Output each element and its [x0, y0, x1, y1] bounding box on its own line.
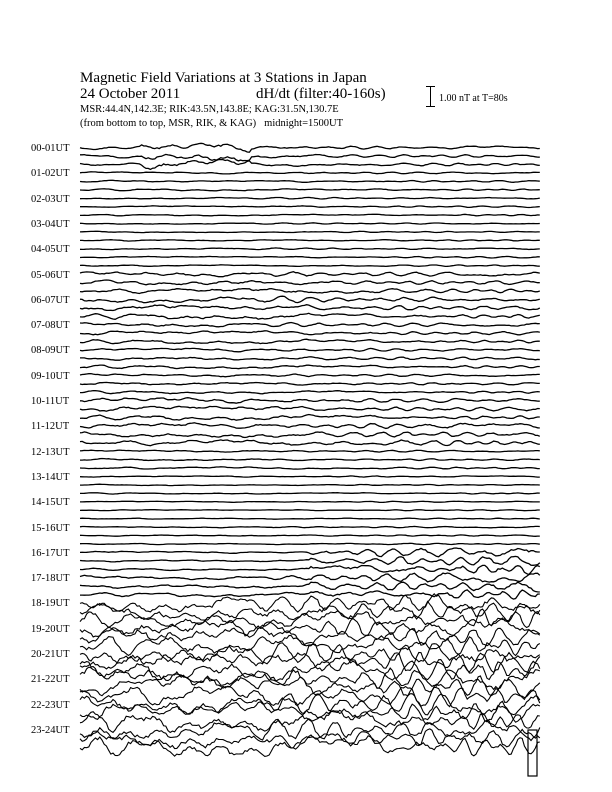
scale-label: 1.00 nT at T=80s	[439, 93, 508, 104]
hour-label: 21-22UT	[31, 674, 70, 686]
order-note: (from bottom to top, MSR, RIK, & KAG)	[80, 118, 257, 129]
trace-msr	[80, 565, 540, 574]
trace-msr	[80, 214, 540, 216]
trace-rik	[80, 382, 540, 385]
trace-msr	[80, 518, 540, 519]
trace-msr	[80, 415, 540, 421]
trace-kag	[80, 594, 540, 612]
midnight-note: midnight=1500UT	[264, 118, 344, 129]
trace-kag	[80, 526, 540, 527]
hour-label: 02-03UT	[31, 193, 70, 205]
trace-msr	[80, 289, 540, 294]
trace-msr	[80, 736, 540, 757]
hour-label: 04-05UT	[31, 244, 70, 256]
trace-kag	[80, 374, 540, 377]
trace-kag	[80, 143, 540, 152]
trace-msr	[80, 160, 540, 170]
hour-label: 01-02UT	[31, 168, 70, 180]
trace-rik	[80, 331, 540, 335]
hour-label: 07-08UT	[31, 320, 70, 332]
hour-label: 20-21UT	[31, 649, 70, 660]
trace-msr	[80, 440, 540, 446]
hour-label: 16-17UT	[31, 547, 70, 559]
stations-label: MSR:44.4N,142.3E; RIK:43.5N,143.8E; KAG:31.5N,130.7E	[80, 104, 339, 115]
hour-label: 06-07UT	[31, 294, 70, 306]
trace-msr	[80, 265, 540, 267]
trace-rik	[80, 535, 540, 536]
trace-rik	[80, 305, 540, 311]
hour-label: 11-12UT	[31, 421, 70, 433]
trace-rik	[80, 280, 540, 285]
trace-kag	[80, 248, 540, 250]
trace-kag	[80, 272, 540, 277]
trace-kag	[80, 501, 540, 502]
trace-rik	[80, 556, 540, 565]
hour-label: 08-09UT	[31, 345, 70, 357]
hour-label: 13-14UT	[31, 471, 70, 483]
trace-kag	[80, 323, 540, 327]
trace-rik	[80, 256, 540, 258]
trace-msr	[80, 313, 540, 319]
trace-msr	[80, 391, 540, 394]
trace-msr	[80, 467, 540, 469]
trace-rik	[80, 582, 540, 592]
trace-msr	[80, 189, 540, 191]
trace-kag	[80, 197, 540, 199]
trace-msr	[80, 339, 540, 344]
trace-kag	[80, 423, 540, 429]
hour-label: 12-13UT	[31, 446, 70, 458]
trace-kag	[80, 573, 540, 582]
trace-msr	[80, 686, 540, 706]
trace-msr	[80, 493, 540, 494]
trace-rik	[80, 432, 540, 438]
trace-rik	[80, 459, 540, 461]
trace-kag	[80, 476, 540, 477]
trace-msr	[80, 240, 540, 242]
filter-label: dH/dt (filter:40-160s)	[256, 86, 386, 102]
trace-kag	[80, 618, 540, 637]
trace-rik	[80, 626, 540, 646]
hour-label: 03-04UT	[31, 218, 70, 230]
hour-label: 05-06UT	[31, 269, 70, 281]
hour-label: 18-19UT	[31, 598, 70, 610]
trace-kag	[80, 398, 540, 404]
hour-label: 14-15UT	[31, 497, 70, 509]
trace-msr	[80, 543, 540, 544]
trace-kag	[80, 643, 540, 665]
trace-rik	[80, 510, 540, 511]
trace-rik	[80, 231, 540, 232]
hour-label: 15-16UT	[31, 522, 70, 534]
trace-rik	[80, 206, 540, 208]
trace-kag	[80, 296, 540, 303]
hour-label: 19-20UT	[31, 623, 70, 635]
trace-rik	[80, 180, 540, 182]
trace-rik	[80, 728, 540, 749]
chart-title: Magnetic Field Variations at 3 Stations in Japan	[80, 70, 367, 86]
trace-msr	[80, 711, 540, 733]
trace-msr	[80, 365, 540, 369]
hour-label: 09-10UT	[31, 370, 70, 382]
trace-rik	[80, 484, 540, 485]
trace-rik	[80, 406, 540, 411]
hour-label: 17-18UT	[31, 573, 70, 585]
hour-label: 23-24UT	[31, 724, 70, 736]
trace-kag	[80, 450, 540, 452]
trace-kag	[80, 548, 540, 557]
trace-rik	[80, 154, 540, 161]
hour-label: 22-23UT	[31, 699, 70, 711]
hour-label: 00-01UT	[31, 143, 70, 154]
trace-kag	[80, 348, 540, 351]
date-label: 24 October 2011	[80, 86, 181, 102]
trace-kag	[80, 172, 540, 174]
hour-label: 10-11UT	[31, 396, 70, 407]
trace-kag	[80, 223, 540, 224]
trace-rik	[80, 357, 540, 360]
